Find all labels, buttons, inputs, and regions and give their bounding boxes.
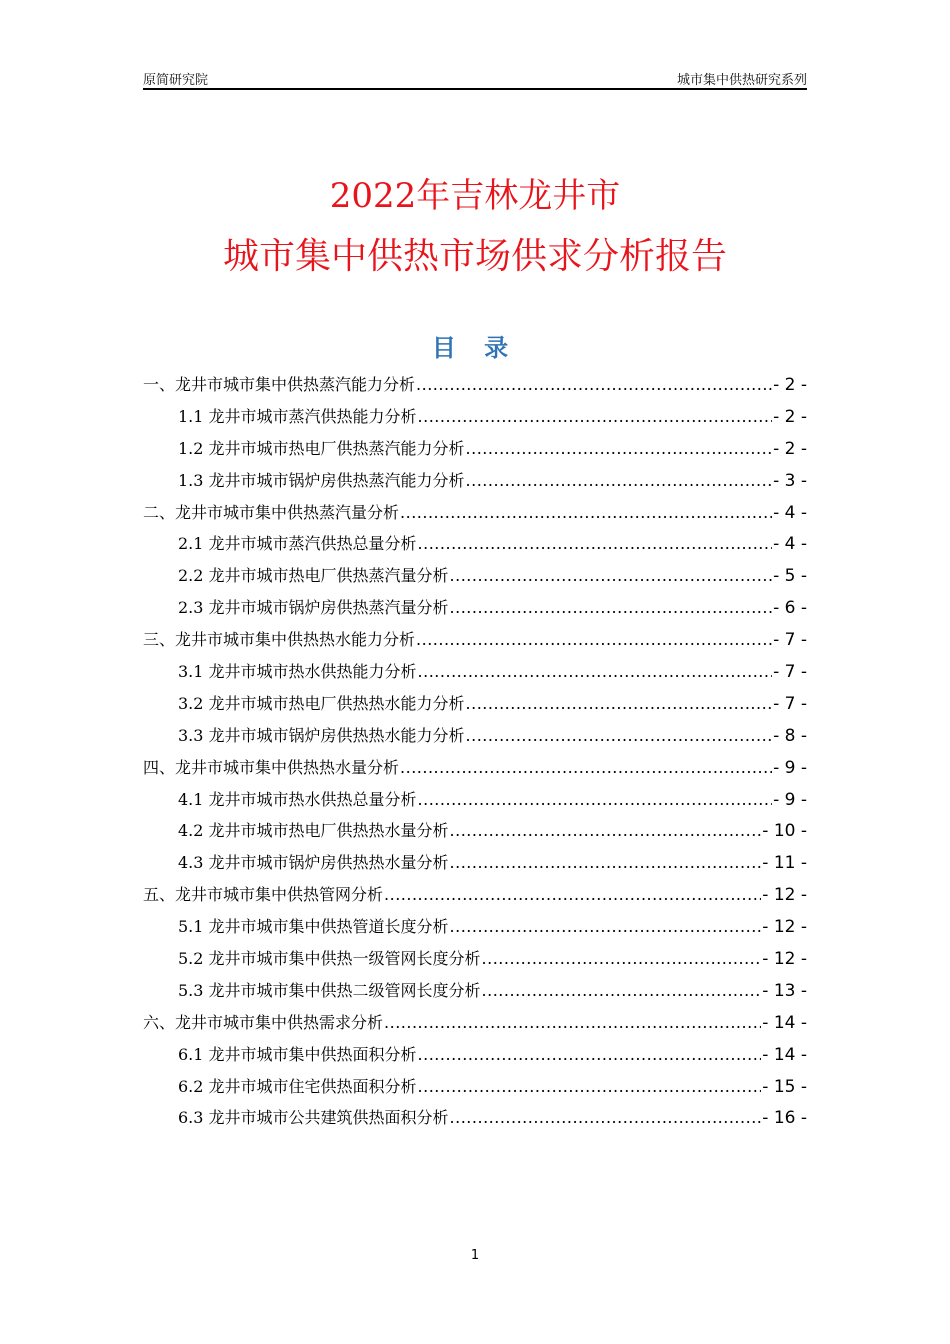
toc-subsection-link[interactable] [143,691,807,723]
toc-entry-page: - 4 - [773,534,807,555]
toc-section-link[interactable] [143,882,807,914]
toc-dot-leader [450,598,773,617]
toc-dot-leader [418,1045,762,1064]
toc-entry-label: 3.3 龙井市城市锅炉房供热热水能力分析 [178,725,465,745]
toc-entry-label: 2.1 龙井市城市蒸汽供热总量分析 [178,534,417,554]
toc-dot-leader [482,981,762,1000]
toc-entry-page: - 7 - [773,630,807,651]
toc-entry-page: - 14 - [762,1012,807,1033]
toc-entry-label: 6.3 龙井市城市公共建筑供热面积分析 [178,1108,449,1128]
toc-section-link[interactable] [143,755,807,787]
toc-entry-page: - 10 - [762,821,807,842]
page-number: 1 [470,1248,480,1263]
toc-entry-page: - 12 - [762,949,807,970]
toc-entry-label: 四、龙井市城市集中供热热水量分析 [143,757,400,777]
toc-subsection-link[interactable] [143,563,807,595]
toc-subsection-link[interactable] [143,1074,807,1106]
toc-section-link[interactable] [143,627,807,659]
toc-dot-leader [466,694,773,713]
toc-subsection-link[interactable] [143,850,807,882]
toc-dot-leader [466,471,773,490]
toc-subsection-link[interactable] [143,531,807,563]
toc-entry-page: - 12 - [762,885,807,906]
toc-entry-label: 三、龙井市城市集中供热热水能力分析 [143,630,416,650]
toc-dot-leader [466,439,773,458]
toc-subsection-link[interactable] [143,659,807,691]
toc-entry-page: - 8 - [773,725,807,746]
toc-subsection-link[interactable] [143,404,807,436]
toc-entry-label: 2.2 龙井市城市热电厂供热蒸汽量分析 [178,566,449,586]
toc-entry-label: 3.1 龙井市城市热水供热能力分析 [178,662,417,682]
toc-dot-leader [418,790,773,809]
toc-entry-label: 3.2 龙井市城市热电厂供热热水能力分析 [178,693,465,713]
toc-dot-leader [416,630,772,649]
toc-entry-page: - 14 - [762,1044,807,1065]
toc-entry-page: - 7 - [773,693,807,714]
toc-dot-leader [400,503,772,522]
page-header [143,66,807,88]
toc-dot-leader [450,566,773,585]
toc-dot-leader [400,758,772,777]
toc-entry-page: - 4 - [773,502,807,523]
toc-dot-leader [450,1108,762,1127]
toc-dot-leader [482,949,762,968]
toc-entry-page: - 6 - [773,598,807,619]
toc-entry-label: 6.1 龙井市城市集中供热面积分析 [178,1044,417,1064]
toc-subsection-link[interactable] [143,787,807,819]
toc-dot-leader [418,407,773,426]
toc-subsection-link[interactable] [143,818,807,850]
toc-section-link[interactable] [143,500,807,532]
toc-subsection-link[interactable] [143,723,807,755]
toc-subsection-link[interactable] [143,468,807,500]
toc-subsection-link[interactable] [143,978,807,1010]
toc-entry-page: - 12 - [762,917,807,938]
toc-dot-leader [384,1013,761,1032]
toc-section-link[interactable] [143,372,807,404]
toc-dot-leader [450,853,762,872]
header-series: 城市集中供热研究系列 [676,73,807,88]
toc-section-link[interactable] [143,1010,807,1042]
toc-entry-page: - 2 - [773,406,807,427]
toc-entry-label: 一、龙井市城市集中供热蒸汽能力分析 [143,375,416,394]
toc-entry-label: 5.2 龙井市城市集中供热一级管网长度分析 [178,949,481,969]
toc-dot-leader [418,1077,762,1096]
toc-subsection-link[interactable] [143,1105,807,1137]
toc-entry-label: 二、龙井市城市集中供热蒸汽量分析 [143,502,400,522]
toc-entry-page: - 16 - [762,1108,807,1129]
toc-entry-page: - 7 - [773,662,807,683]
toc-dot-leader [416,375,772,394]
toc-entry-label: 五、龙井市城市集中供热管网分析 [143,885,384,905]
toc-entry-page: - 2 - [773,438,807,459]
toc-entry-page: - 9 - [773,757,807,778]
toc-dot-leader [384,885,761,904]
toc-entry-label: 4.3 龙井市城市锅炉房供热热水量分析 [178,853,449,873]
report-title-line1: 2022年吉林龙井市 [329,176,621,216]
toc-entry-page: - 11 - [762,853,807,874]
toc-entry-label: 5.1 龙井市城市集中供热管道长度分析 [178,917,449,937]
toc-dot-leader [418,534,773,553]
toc-entry-label: 4.1 龙井市城市热水供热总量分析 [178,789,417,809]
toc-entry-page: - 15 - [762,1076,807,1097]
toc-entry-label: 6.2 龙井市城市住宅供热面积分析 [178,1076,417,1096]
table-of-contents [143,372,807,1137]
toc-dot-leader [450,821,762,840]
toc-entry-page: - 5 - [773,566,807,587]
toc-entry-page: - 9 - [773,789,807,810]
toc-entry-label: 六、龙井市城市集中供热需求分析 [143,1012,384,1032]
report-title-line2: 城市集中供热市场供求分析报告 [222,236,727,277]
toc-subsection-link[interactable] [143,595,807,627]
toc-entry-label: 1.2 龙井市城市热电厂供热蒸汽能力分析 [178,438,465,458]
toc-dot-leader [418,662,773,681]
toc-dot-leader [450,917,762,936]
toc-entry-page: - 3 - [773,470,807,491]
toc-heading: 目 录 [431,334,519,362]
toc-entry-label: 5.3 龙井市城市集中供热二级管网长度分析 [178,980,481,1000]
toc-subsection-link[interactable] [143,946,807,978]
toc-entry-page: - 2 - [773,375,807,395]
toc-subsection-link[interactable] [143,436,807,468]
toc-entry-label: 1.1 龙井市城市蒸汽供热能力分析 [178,406,417,426]
toc-entry-page: - 13 - [762,980,807,1001]
header-publisher: 原简研究院 [143,73,209,88]
toc-entry-label: 2.3 龙井市城市锅炉房供热蒸汽量分析 [178,598,449,618]
header-divider [143,88,807,90]
toc-subsection-link[interactable] [143,1042,807,1074]
toc-dot-leader [466,726,773,745]
toc-entry-label: 4.2 龙井市城市热电厂供热热水量分析 [178,821,449,841]
toc-entry-label: 1.3 龙井市城市锅炉房供热蒸汽能力分析 [178,470,465,490]
toc-subsection-link[interactable] [143,914,807,946]
